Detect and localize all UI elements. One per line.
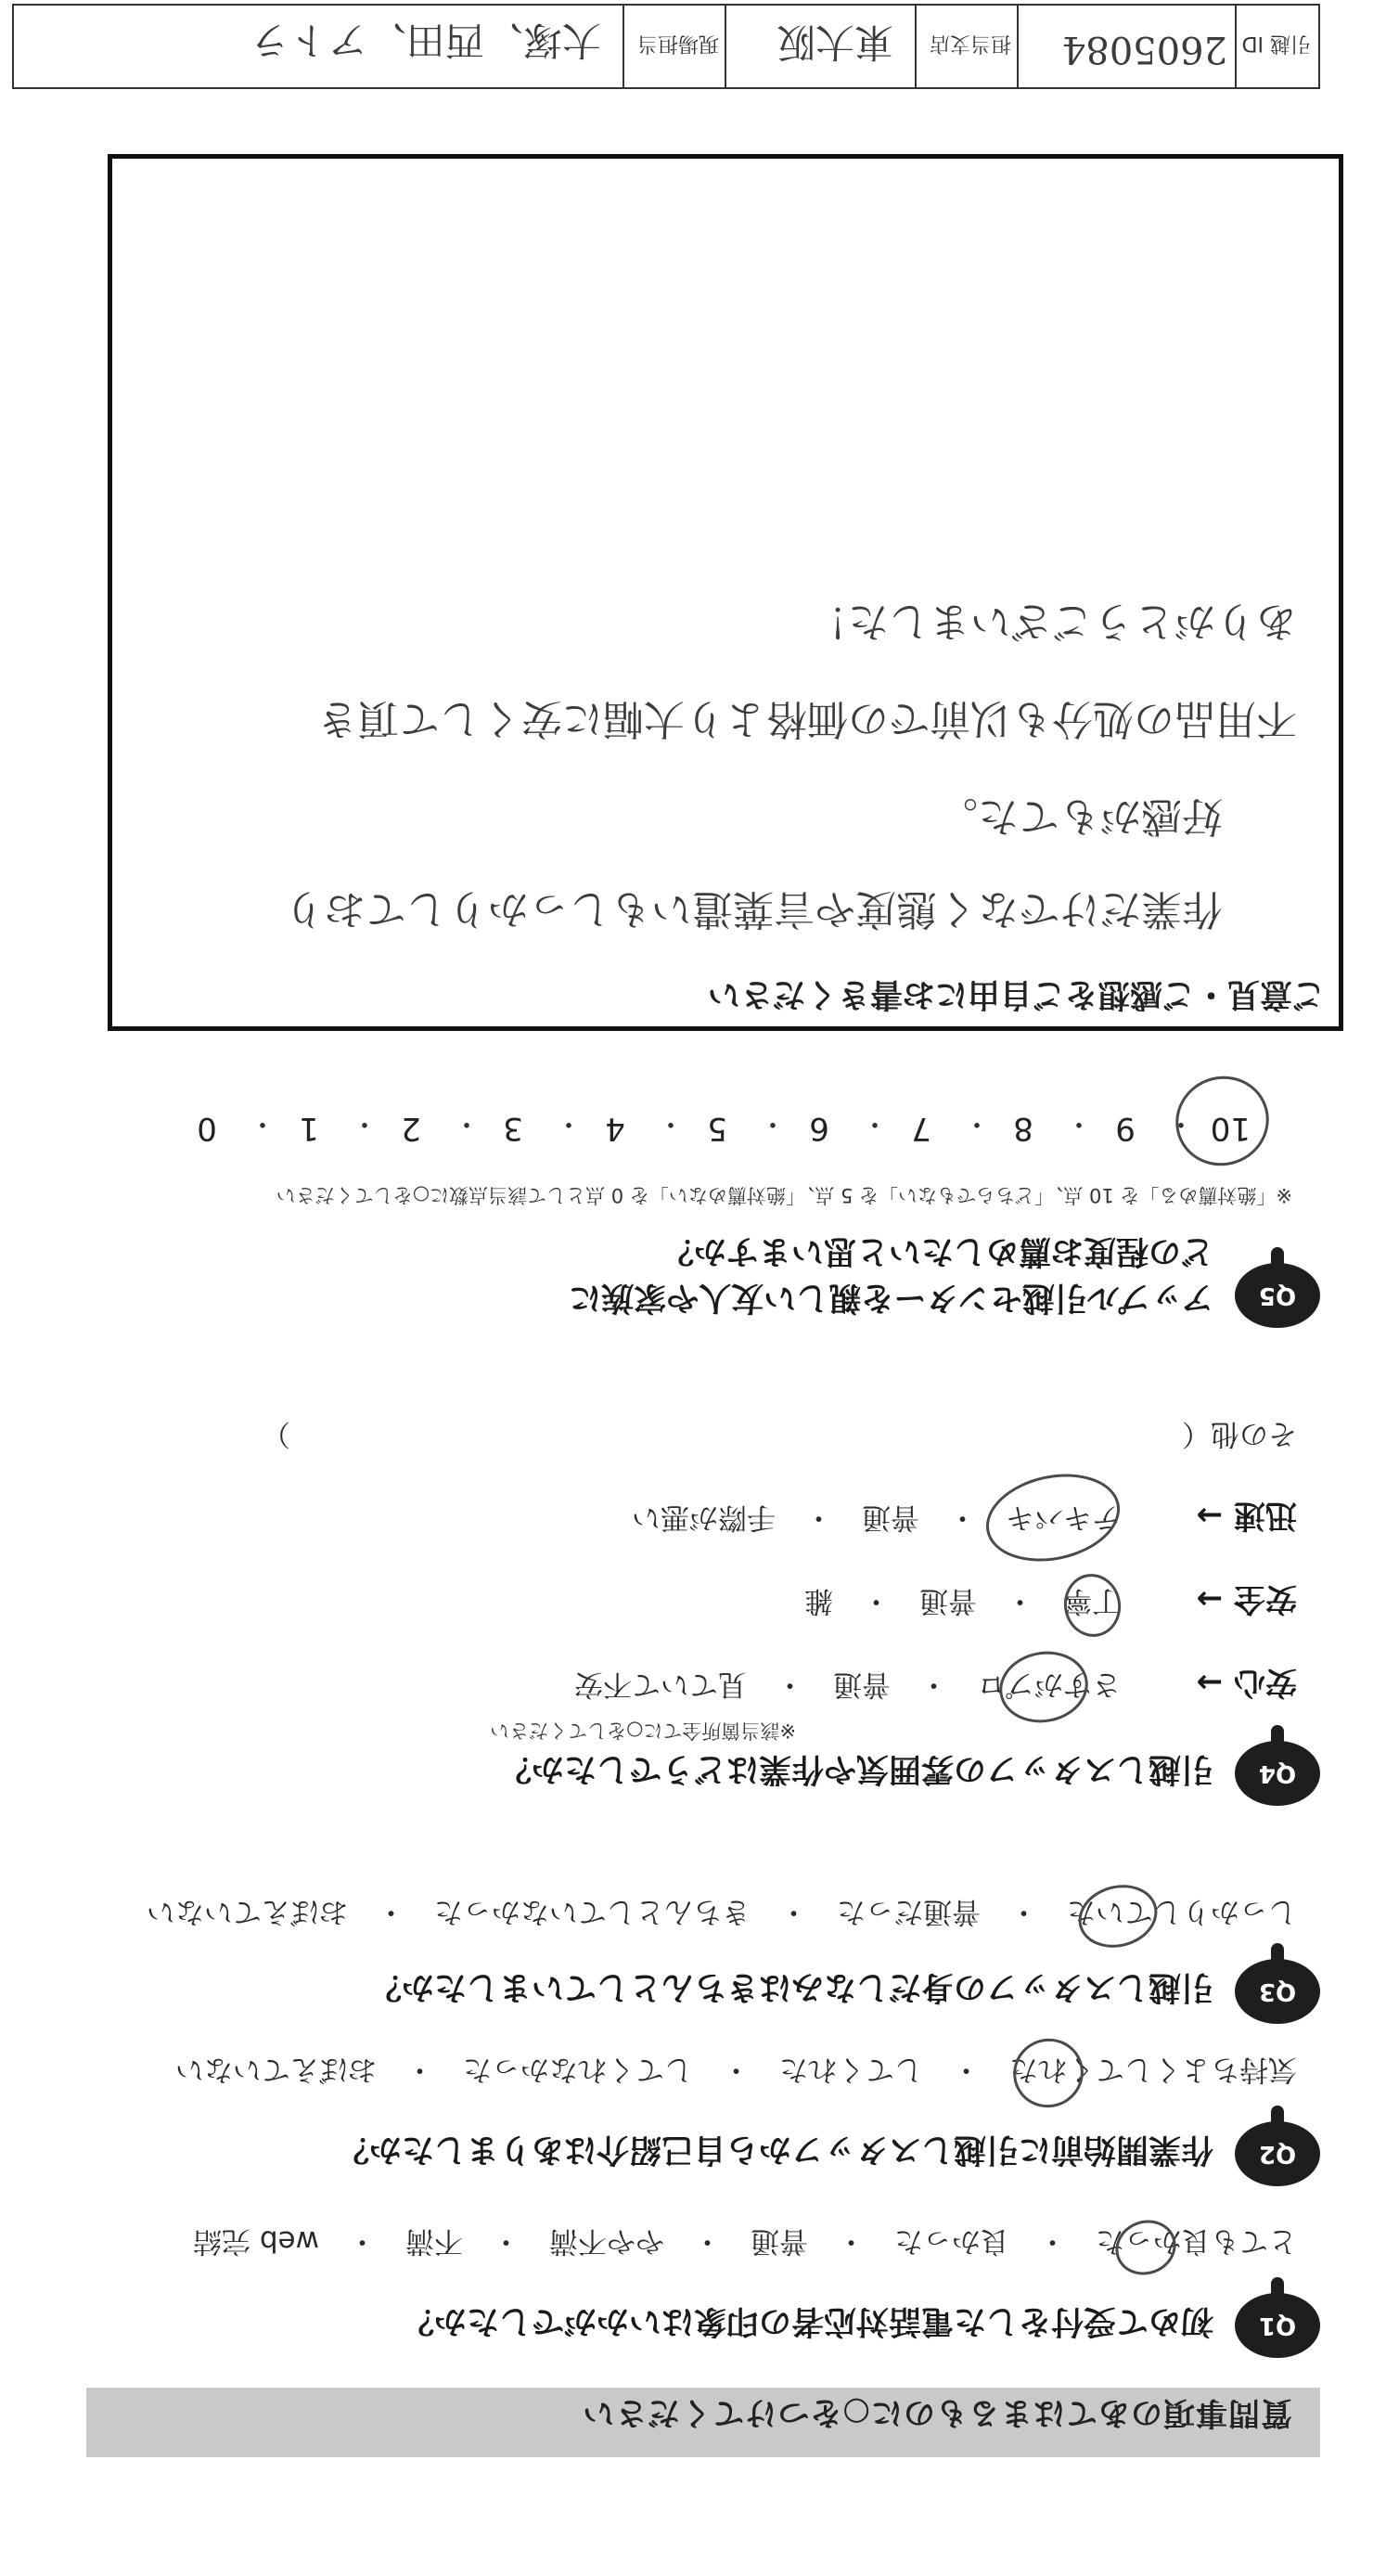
staff-value: 大塚、西田、アトラ bbox=[250, 18, 601, 63]
scale-number: 0 bbox=[197, 1110, 217, 1147]
scale-separator: ・ bbox=[1167, 1107, 1195, 1140]
q5-marker: Q5 bbox=[1235, 1263, 1320, 1328]
q2-question: 作業開始前に引越しスタッフから自己紹介はありましたか？ bbox=[336, 2131, 1213, 2168]
header-divider bbox=[622, 4, 624, 89]
q4-anshin-circle bbox=[994, 1644, 1094, 1730]
q1-marker: Q1 bbox=[1235, 2293, 1320, 2358]
comment-line-2: 好感がもてた。 bbox=[937, 792, 1223, 840]
scale-number: 3 bbox=[503, 1110, 523, 1147]
q3-question: 引越しスタッフの身だしなみはきちんとしていましたか？ bbox=[368, 1968, 1213, 2005]
q5-scale bbox=[91, 1091, 1251, 1147]
q5-answer-circle bbox=[1163, 1063, 1282, 1179]
q4-row-options-anshin: さすがプロ ・ 普通 ・ 見ていて不安 bbox=[574, 1668, 1121, 1701]
id-value: 2605084 bbox=[1061, 28, 1227, 71]
comment-line-3: 不用品の処分も以前での価格より大幅に安くして頂き bbox=[317, 695, 1297, 742]
comments-header: ご意見・ご感想をご自由にお書きください bbox=[707, 975, 1325, 1012]
branch-label: 担当支店 bbox=[929, 32, 1011, 55]
instruction-text: 質問事項のあてはまるものに○をつけてください bbox=[582, 2394, 1292, 2431]
q2-marker: Q2 bbox=[1235, 2121, 1320, 2186]
q2-answer-circle bbox=[1002, 2027, 1095, 2119]
scale-number: 8 bbox=[1013, 1110, 1033, 1147]
q4-other: その他（ ） bbox=[262, 1417, 1297, 1450]
q4-question: 引越しスタッフの雰囲気や作業はどうでしたか？ bbox=[498, 1750, 1213, 1787]
q4-marker: Q4 bbox=[1235, 1741, 1320, 1806]
scale-number: 9 bbox=[1115, 1110, 1136, 1147]
q2-marker-stem bbox=[1271, 2106, 1284, 2126]
scale-separator: ・ bbox=[453, 1107, 481, 1140]
q2-options: 気持ちよくしてくれた ・ してくれた ・ してくれなかった ・ おぼえていない bbox=[175, 2053, 1297, 2086]
q5-question-line2: どの程度お薦めしたいと思いますか？ bbox=[661, 1232, 1213, 1269]
q3-answer-circle bbox=[1072, 1876, 1164, 1956]
q5-marker-stem bbox=[1271, 1247, 1284, 1268]
scale-separator: ・ bbox=[249, 1107, 276, 1140]
q4-row-label-jinsoku: 迅速 → bbox=[1196, 1497, 1297, 1534]
scale-number: 10 bbox=[1210, 1110, 1251, 1147]
id-label: 引越 ID bbox=[1241, 32, 1311, 55]
q3-options: しっかりしていた ・ 普通だった ・ きちんとしていなかった ・ おぼえていない bbox=[147, 1895, 1297, 1928]
scale-separator: ・ bbox=[963, 1107, 991, 1140]
scale-separator: ・ bbox=[657, 1107, 685, 1140]
scale-separator: ・ bbox=[351, 1107, 379, 1140]
q4-row-options-jinsoku: テキパキ ・ 普通 ・ 手際が悪い bbox=[632, 1501, 1121, 1534]
header-divider bbox=[915, 4, 917, 89]
q4-note: ※該当箇所全てに○をしてください bbox=[490, 1719, 796, 1742]
scale-separator: ・ bbox=[555, 1107, 583, 1140]
q5-note: ※「絶対薦める」を 10 点、「どちらでもない」を 5 点、「絶対薦めない」を 0 点として該当点数に○をしてください bbox=[276, 1184, 1292, 1206]
scale-number: 1 bbox=[299, 1110, 319, 1147]
comment-line-4: ありがとうございました！ bbox=[807, 598, 1297, 645]
q3-marker-stem bbox=[1271, 1943, 1284, 1964]
header-divider bbox=[725, 4, 726, 89]
q3-marker: Q3 bbox=[1235, 1959, 1320, 2024]
q1-options: とても良かった ・ 良かった ・ 普通 ・ やや不満 ・ 不満 ・ web 完結 bbox=[193, 2224, 1297, 2258]
q1-marker-stem bbox=[1271, 2277, 1284, 2298]
header-divider bbox=[1017, 4, 1019, 89]
scale-separator: ・ bbox=[759, 1107, 787, 1140]
q4-marker-stem bbox=[1271, 1725, 1284, 1745]
q4-jinsoku-circle bbox=[978, 1462, 1128, 1573]
q4-anzen-circle bbox=[1059, 1569, 1126, 1642]
scale-number: 2 bbox=[401, 1110, 421, 1147]
q4-row-label-anshin: 安心 → bbox=[1196, 1664, 1297, 1701]
branch-value: 東大阪 bbox=[776, 19, 893, 65]
comment-line-1: 作業だけでなく態度や言葉遣いもしっかりしており bbox=[284, 885, 1223, 933]
q4-row-label-anzen: 安全 → bbox=[1196, 1580, 1297, 1617]
q4-row-options-anzen: 丁寧 ・ 普通 ・ 雑 bbox=[804, 1584, 1121, 1617]
scale-separator: ・ bbox=[861, 1107, 889, 1140]
scale-number: 5 bbox=[707, 1110, 727, 1147]
header-divider bbox=[1235, 4, 1237, 89]
q5-question-line1: アップル引越センターを親しい友人や家族に bbox=[569, 1279, 1213, 1316]
scale-number: 6 bbox=[809, 1110, 829, 1147]
scale-number: 7 bbox=[911, 1110, 931, 1147]
scale-number: 4 bbox=[605, 1110, 625, 1147]
staff-label: 現場担当 bbox=[636, 32, 719, 55]
scale-separator: ・ bbox=[1065, 1107, 1093, 1140]
q1-question: 初めて受付をした電話対応者の印象はいかがでしたか？ bbox=[401, 2302, 1213, 2339]
